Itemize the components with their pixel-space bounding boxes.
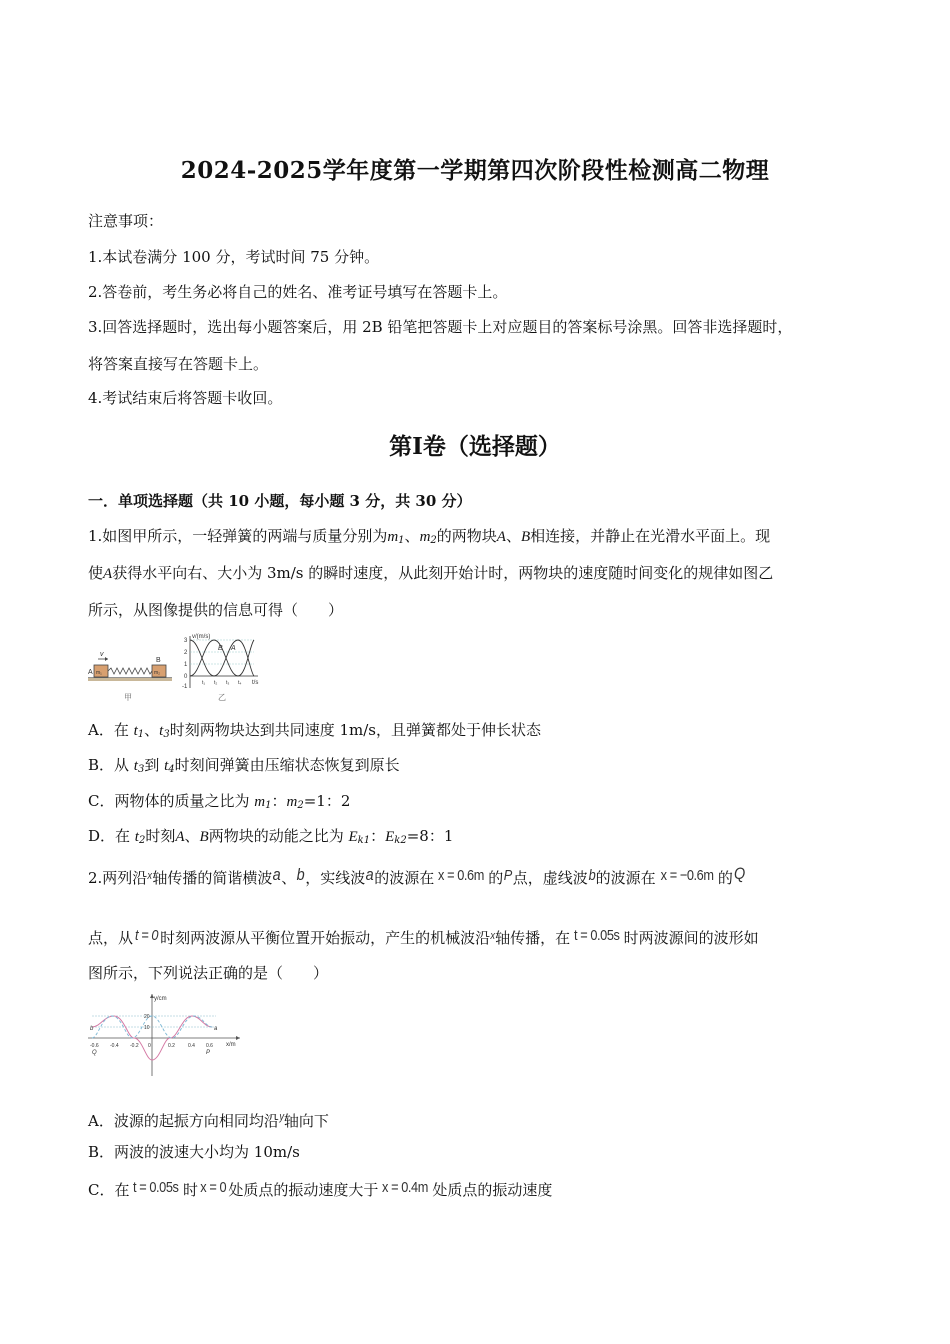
tick-t: t₁ xyxy=(202,680,206,686)
var-m: m xyxy=(254,794,266,810)
q1-text: 获得水平向右、大小为 3m/s 的瞬时速度，从此刻开始计时，两物块的速度随时间变化的规律如图乙 xyxy=(112,564,774,582)
q2-text: 的波源在 xyxy=(374,869,435,887)
math-x-m06: x = −0.6m xyxy=(660,867,714,884)
var-b: b xyxy=(296,865,305,884)
var-B: B xyxy=(520,529,531,545)
q2-option-c xyxy=(88,1178,552,1200)
opt-text: 时刻两物块达到共同速度 1m/s，且弹簧都处于伸长状态 xyxy=(169,721,542,739)
var-A: A xyxy=(175,829,185,845)
B-label: B xyxy=(156,657,161,664)
notice-item: 1.本试卷满分 100 分，考试时间 75 分钟。 xyxy=(88,248,380,266)
tick-x: -0.2 xyxy=(130,1043,139,1049)
opt-text: C．两物体的质量之比为 xyxy=(88,792,255,810)
var-P: P xyxy=(503,867,513,884)
tick-y: 10 xyxy=(144,1025,150,1031)
opt-text: 处质点的振动速度大于 xyxy=(228,1181,379,1199)
q1-option-d xyxy=(88,826,453,851)
q1-text: 相连接，并静止在光滑水平面上。现 xyxy=(530,527,771,545)
tick-t: t₂ xyxy=(214,680,218,686)
var-a: a xyxy=(365,865,374,884)
curve-B-label: B xyxy=(218,645,223,652)
q2-figure xyxy=(86,990,246,1078)
m2-label: m₂ xyxy=(154,670,161,676)
q1-figure xyxy=(86,632,266,704)
tick-x: -0.4 xyxy=(110,1043,119,1049)
sub: 3 xyxy=(137,764,145,775)
sub: 4 xyxy=(168,764,175,775)
notice-heading: 注意事项： xyxy=(88,213,164,230)
sub: 2 xyxy=(430,535,437,546)
x-axis-arrow xyxy=(236,1036,240,1040)
A-label: A xyxy=(88,669,93,676)
var-m: m xyxy=(387,529,399,545)
sep: 、 xyxy=(281,869,297,887)
tick-x: 0.6 xyxy=(206,1043,213,1049)
q1-line3: 所示，从图像提供的信息可得（ ） xyxy=(88,601,344,619)
q1-line1 xyxy=(88,526,770,551)
q1-text: 使 xyxy=(88,564,104,582)
sep: ： xyxy=(370,827,386,845)
sep: 、 xyxy=(505,527,521,545)
axis-t-label: t/s xyxy=(252,680,259,686)
tick-y: 2 xyxy=(184,650,188,656)
q2-line2 xyxy=(88,926,759,948)
fig-yi: 乙 xyxy=(218,693,226,702)
opt-text: 两物块的动能之比为 xyxy=(208,827,349,845)
tick-x: 0 xyxy=(148,1043,151,1049)
fig-jia: 甲 xyxy=(124,693,132,702)
sep: ： xyxy=(271,792,287,810)
notice-item: 4.考试结束后将答题卡收回。 xyxy=(88,389,283,407)
opt-text: 时 xyxy=(182,1181,198,1199)
notice-item: 将答案直接写在答题卡上。 xyxy=(88,355,269,373)
var-Q: Q xyxy=(733,864,745,883)
q2-text: 时刻两波源从平衡位置开始振动，产生的机械波沿 xyxy=(160,929,491,947)
var-E: E xyxy=(385,829,395,845)
sub: k2 xyxy=(394,835,407,846)
math-t005: t = 0.05s xyxy=(133,1179,179,1196)
var-t: t xyxy=(133,758,138,774)
opt-text: 时刻 xyxy=(145,827,176,845)
math-t005: t = 0.05s xyxy=(574,927,620,944)
q2-text: 的 xyxy=(717,869,733,887)
var-A: A xyxy=(496,529,506,545)
var-y: y xyxy=(279,1111,284,1123)
tick-y: 0 xyxy=(184,674,188,680)
sub: 1 xyxy=(137,729,145,740)
opt-text: =8：1 xyxy=(406,827,454,845)
var-b: b xyxy=(588,867,596,884)
axis-y-label: v/(m/s) xyxy=(192,634,211,640)
var-t: t xyxy=(159,723,164,739)
spring xyxy=(108,668,152,674)
q2-text: 点，从 xyxy=(88,929,134,947)
q1-option-b xyxy=(88,755,400,780)
notice-item: 2.答卷前，考生务必将自己的姓名、准考证号填写在答题卡上。 xyxy=(88,283,508,301)
tick-y: 1 xyxy=(184,662,188,668)
ground-hatch xyxy=(88,678,172,681)
q2-text: 轴传播的简谐横波 xyxy=(152,869,273,887)
sub: 2 xyxy=(138,835,146,846)
var-x: x xyxy=(147,870,152,882)
axis-x-label: x/m xyxy=(226,1042,236,1048)
section-title: 第Ⅰ卷（选择题） xyxy=(389,433,561,460)
var-t: t xyxy=(164,758,169,774)
sub: 3 xyxy=(163,729,170,740)
tick-t: t₄ xyxy=(238,680,242,686)
var-t: t xyxy=(134,829,139,845)
opt-text: 到 xyxy=(144,756,165,774)
sub: 1 xyxy=(398,535,405,546)
q2-text: 2.两列沿 xyxy=(88,869,148,887)
var-m: m xyxy=(286,794,298,810)
opt-text: B．从 xyxy=(88,756,134,774)
q1-text: 的两物块 xyxy=(436,527,497,545)
q2-text: 点，虚线波 xyxy=(512,869,588,887)
tick-x: -0.6 xyxy=(90,1043,99,1049)
q2-text: 的 xyxy=(488,869,504,887)
point-Q-label: Q xyxy=(92,1050,97,1056)
math-x04: x = 0.4m xyxy=(382,1179,429,1196)
sep: 、 xyxy=(184,827,200,845)
sub: 1 xyxy=(265,800,272,811)
wave-b-label: b xyxy=(90,1026,94,1032)
q2-option-b: B．两波的波速大小均为 10m/s xyxy=(88,1143,300,1161)
math-t0: t = 0 xyxy=(135,927,159,944)
q2-text: 轴传播，在 xyxy=(495,929,571,947)
var-x: x xyxy=(490,930,495,942)
sub: 2 xyxy=(297,800,304,811)
var-m: m xyxy=(419,529,431,545)
var-A: A xyxy=(103,566,113,582)
tick-x: 0.4 xyxy=(188,1043,195,1049)
opt-text: =1：2 xyxy=(303,792,351,810)
tick-y: -1 xyxy=(182,684,188,690)
page-title: 2024-2025学年度第一学期第四次阶段性检测高二物理 xyxy=(180,157,770,184)
var-B: B xyxy=(199,829,209,845)
tick-y: 20 xyxy=(144,1014,150,1020)
q1-text: 1.如图甲所示，一轻弹簧的两端与质量分别为 xyxy=(88,527,388,545)
q2-text: 的波源在 xyxy=(595,869,656,887)
tick-t: t₃ xyxy=(226,680,230,686)
var-t: t xyxy=(133,723,138,739)
math-x0: x = 0 xyxy=(200,1179,227,1196)
sep: 、 xyxy=(404,527,420,545)
q1-option-a xyxy=(88,720,541,745)
v-label: v xyxy=(100,651,104,658)
curve-A-label: A xyxy=(231,645,236,652)
q2-text: ，实线波 xyxy=(305,869,366,887)
q2-text: 时两波源间的波形如 xyxy=(623,929,759,947)
var-a: a xyxy=(273,865,281,884)
tick-y: 3 xyxy=(184,638,188,644)
q1-option-c xyxy=(88,791,350,816)
notice-item: 3.回答选择题时，选出每小题答案后，用 2B 铅笔把答题卡上对应题目的答案标号涂黑。回答非选择题时， xyxy=(88,318,793,336)
opt-text: 轴向下 xyxy=(283,1112,329,1130)
var-E: E xyxy=(348,829,358,845)
sep: 、 xyxy=(144,721,160,739)
q2-option-a xyxy=(88,1107,329,1131)
part-heading: 一．单项选择题（共 10 小题，每小题 3 分，共 30 分） xyxy=(88,492,472,510)
wave-a-label: a xyxy=(214,1026,218,1032)
tick-x: 0.2 xyxy=(168,1043,175,1049)
m1-label: m₁ xyxy=(96,670,102,676)
arrow-head xyxy=(105,657,108,661)
sub: k1 xyxy=(357,835,371,846)
opt-text: C．在 xyxy=(88,1181,130,1199)
opt-text: A．波源的起振方向相同均沿 xyxy=(88,1112,279,1130)
q1-line2 xyxy=(88,563,773,584)
opt-text: 处质点的振动速度 xyxy=(432,1181,553,1199)
q2-line1 xyxy=(88,864,746,888)
math-x-06: x = 0.6m xyxy=(438,867,485,884)
opt-text: D．在 xyxy=(88,827,135,845)
opt-text: 时刻间弹簧由压缩状态恢复到原长 xyxy=(174,756,400,774)
point-P-label: P xyxy=(206,1050,211,1056)
axis-y-label: y/cm xyxy=(154,996,167,1002)
opt-text: A．在 xyxy=(88,721,134,739)
q2-line3: 图所示，下列说法正确的是（ ） xyxy=(88,964,329,982)
